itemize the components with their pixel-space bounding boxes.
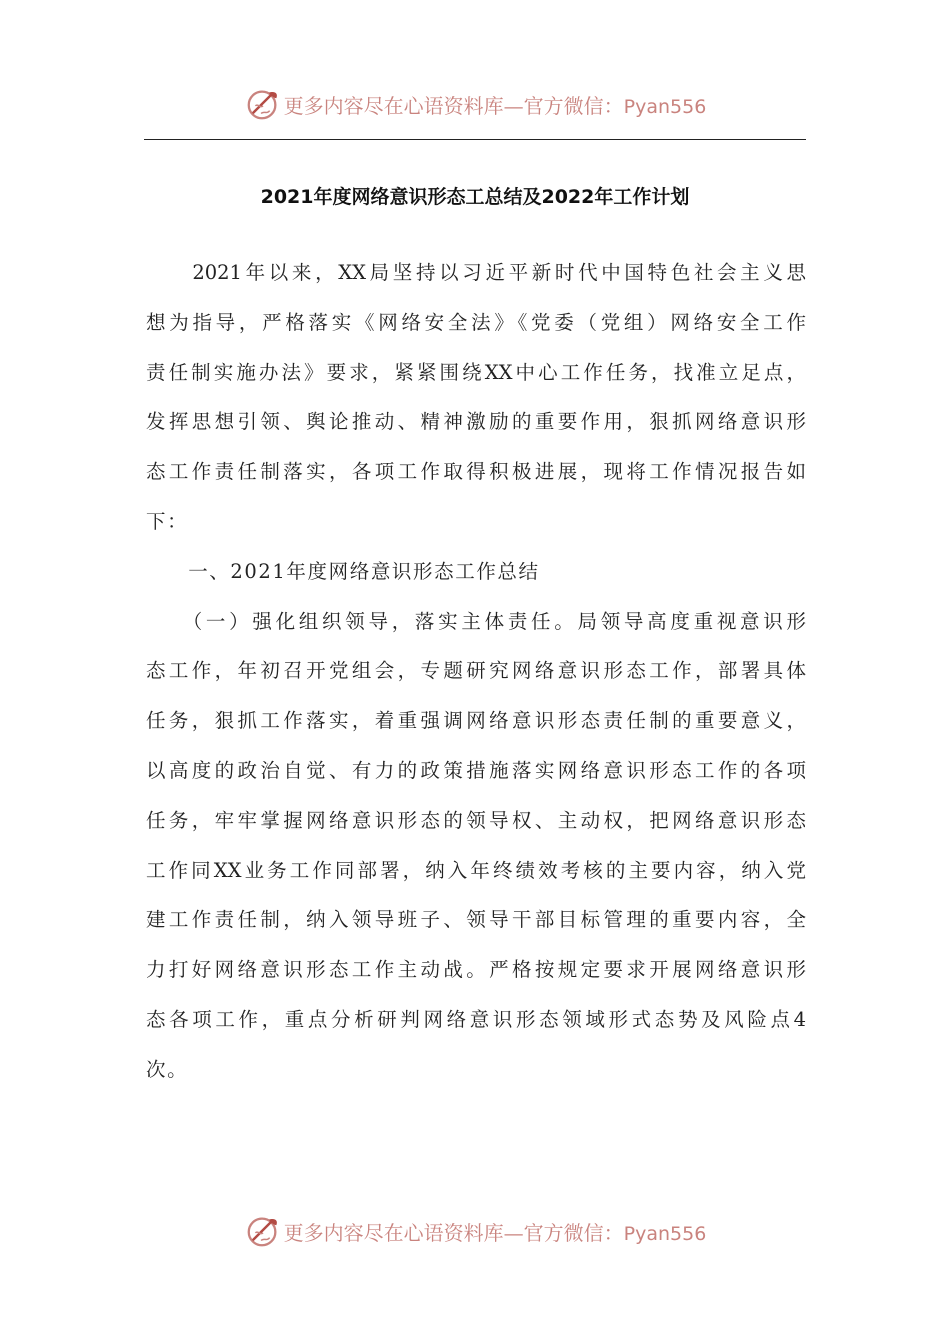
- body-line: 以高度的政治自觉、有力的政策措施落实网络意识形态工作的各项: [146, 758, 806, 782]
- body-line: 任务，狠抓工作落实，着重强调网络意识形态责任制的重要意义，: [146, 709, 806, 733]
- body-line: 态工作责任制落实，各项工作取得积极进展，现将工作情况报告如: [146, 460, 806, 484]
- body-line: 建工作责任制，纳入领导班子、领导干部目标管理的重要内容，全: [146, 908, 806, 932]
- header-watermark-banner: [0, 84, 950, 124]
- body-line: 一、2021年度网络意识形态工作总结: [146, 559, 540, 583]
- banner-slogan: 更多内容尽在心语资料库—官方微信：: [283, 1220, 624, 1245]
- body-line: 任务，牢牢掌握网络意识形态的领导权、主动权，把网络意识形态: [146, 808, 806, 832]
- body-line: 力打好网络意识形态工作主动战。严格按规定要求开展网络意识形: [146, 958, 806, 982]
- body-line: 态各项工作，重点分析研判网络意识形态领域形式态势及风险点4: [146, 1007, 806, 1031]
- body-line: 次。: [146, 1057, 189, 1081]
- body-line: （一）强化组织领导，落实主体责任。局领导高度重视意识形: [146, 609, 806, 633]
- header-divider: [144, 139, 806, 140]
- quill-seal-logo-icon: [244, 85, 282, 123]
- document-body: [146, 248, 806, 1095]
- banner-text: [284, 1217, 707, 1246]
- body-line: 工作同XX业务工作同部署，纳入年终绩效考核的主要内容，纳入党: [146, 858, 806, 882]
- document-title: 2021年度网络意识形态工总结及2022年工作计划: [260, 186, 690, 208]
- body-line: 下：: [146, 509, 189, 533]
- banner-text: [284, 90, 707, 119]
- body-line: 责任制实施办法》要求，紧紧围绕XX中心工作任务，找准立足点，: [146, 360, 806, 384]
- quill-seal-logo-icon: [244, 1212, 282, 1250]
- footer-watermark-banner: [0, 1211, 950, 1251]
- body-line: 2021年以来，XX局坚持以习近平新时代中国特色社会主义思: [146, 261, 806, 284]
- body-line: 想为指导，严格落实《网络安全法》《党委（党组）网络安全工作: [146, 310, 806, 334]
- banner-wechat-id: Pyan556: [623, 1222, 707, 1245]
- banner-slogan: 更多内容尽在心语资料库—官方微信：: [283, 93, 624, 118]
- body-line: 态工作，年初召开党组会，专题研究网络意识形态工作，部署具体: [146, 659, 806, 683]
- banner-wechat-id: Pyan556: [623, 95, 707, 118]
- body-line: 发挥思想引领、舆论推动、精神激励的重要作用，狠抓网络意识形: [146, 410, 806, 434]
